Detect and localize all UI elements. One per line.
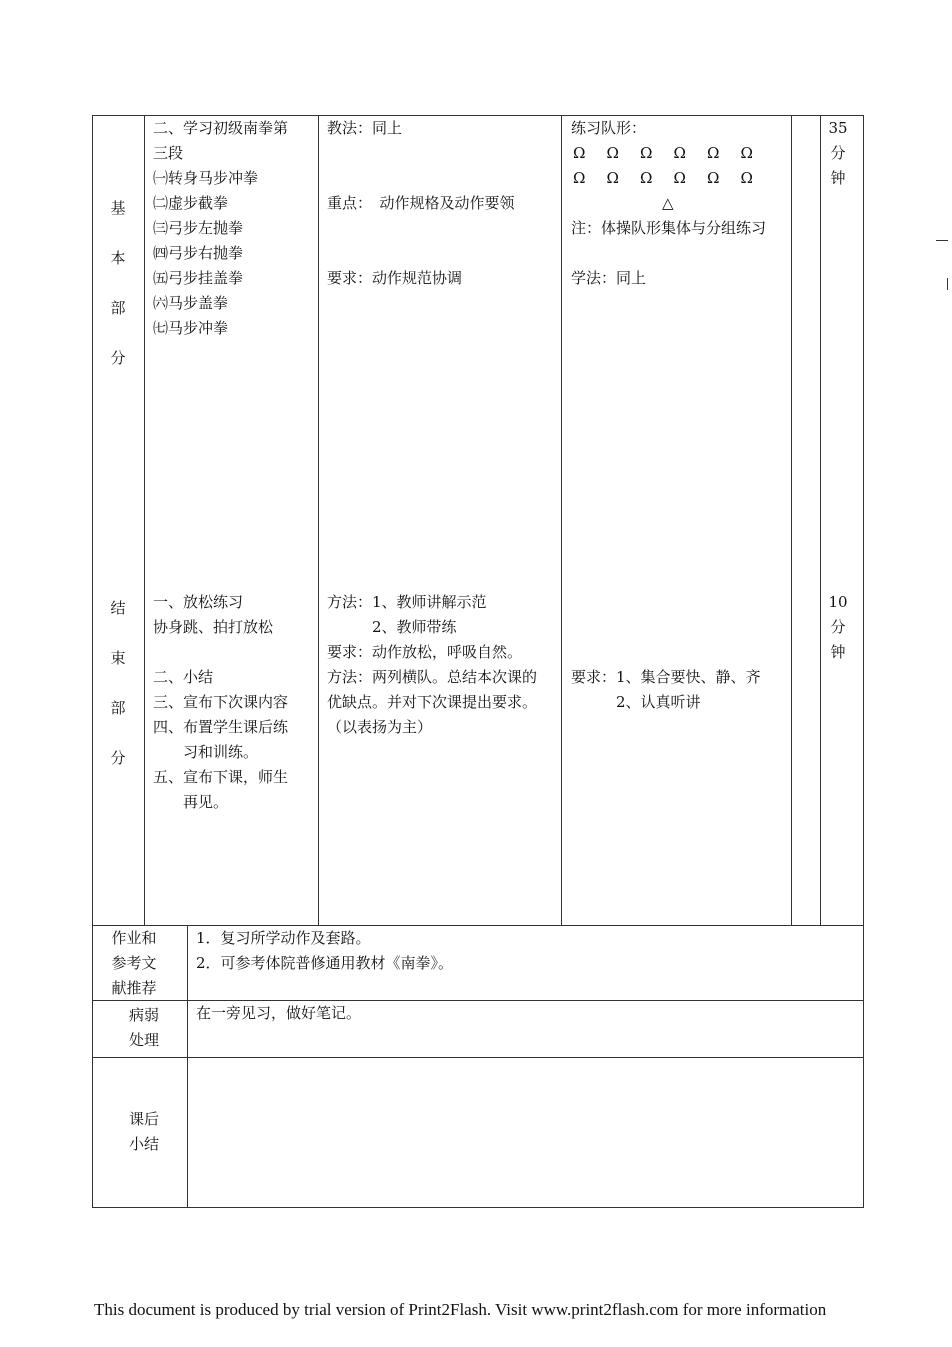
student-mark: Ω bbox=[740, 169, 753, 187]
student-mark: Ω bbox=[606, 144, 619, 162]
table-right-border bbox=[863, 115, 864, 1207]
end-time: 10 分 钟 bbox=[828, 593, 848, 661]
content-line: ㈥马步盖拳 bbox=[153, 294, 229, 312]
end-content-relax: 一、放松练习 协身跳、拍打放松 bbox=[153, 593, 274, 636]
student-mark: Ω bbox=[573, 169, 586, 187]
student-mark: Ω bbox=[573, 144, 586, 162]
main-requirement: 要求：动作规范协调 bbox=[327, 269, 463, 287]
student-mark: Ω bbox=[707, 144, 720, 162]
homework-item: 2．可参考体院普修通用教材《南拳》。 bbox=[196, 954, 454, 972]
student-mark: Ω bbox=[673, 169, 686, 187]
content-line: ㈡虚步截拳 bbox=[153, 194, 229, 212]
student-mark: Ω bbox=[640, 169, 653, 187]
end-section-label: 结 束 部 分 bbox=[110, 599, 126, 767]
teacher-mark: △ bbox=[662, 194, 674, 212]
study-method: 学法：同上 bbox=[571, 269, 647, 287]
summary-label: 课后 小结 bbox=[128, 1110, 159, 1153]
table-left-border bbox=[92, 115, 93, 1207]
content-line: ㈠转身马步冲拳 bbox=[153, 169, 259, 187]
sick-label: 病弱 处理 bbox=[128, 1006, 159, 1049]
main-key-point: 重点： 动作规格及动作要领 bbox=[327, 194, 515, 212]
formation-row-1 bbox=[573, 141, 774, 166]
end-teaching: 方法：1、教师讲解示范 2、教师带练 要求：动作放松，呼吸自然。 方法：两列横队。总结本次课的 优缺点。并对下次课提出要求。 （以表扬为主） bbox=[327, 593, 538, 736]
content-line: ㈤弓步挂盖拳 bbox=[153, 269, 244, 287]
student-mark: Ω bbox=[707, 169, 720, 187]
student-mark: Ω bbox=[640, 144, 653, 162]
divider-lower-label-col bbox=[187, 925, 188, 1207]
formation-label: 练习队形： bbox=[571, 119, 647, 137]
trial-watermark-footer: This document is produced by trial version of Print2Flash. Visit www.print2flash.com for more information bbox=[94, 1300, 827, 1319]
homework-item: 1．复习所学动作及套路。 bbox=[196, 929, 371, 947]
end-organization: 要求：1、集合要快、静、齐 2、认真听讲 bbox=[571, 668, 761, 711]
divider-teaching-col bbox=[561, 115, 562, 925]
student-mark: Ω bbox=[673, 144, 686, 162]
main-time: 35 分 钟 bbox=[828, 119, 848, 187]
divider-label-col bbox=[144, 115, 145, 925]
main-teaching-method: 教法：同上 bbox=[327, 119, 403, 137]
content-line: 二、学习初级南拳第 bbox=[153, 119, 289, 137]
end-content-summary: 二、小结 三、宣布下次课内容 四、布置学生课后练 习和训练。 五、宣布下课，师生 再见。 bbox=[153, 668, 289, 811]
table-bottom-border bbox=[92, 1207, 864, 1208]
content-line: ㈣弓步右抛拳 bbox=[153, 244, 244, 262]
divider-content-col bbox=[318, 115, 319, 925]
divider-summary-row bbox=[92, 1057, 864, 1058]
main-section-label: 基 本 部 分 bbox=[110, 199, 126, 367]
homework-label: 作业和 参考文 献推荐 bbox=[111, 929, 157, 997]
homework-items bbox=[196, 926, 453, 976]
student-mark: Ω bbox=[740, 144, 753, 162]
edge-mark bbox=[936, 240, 948, 241]
formation-note: 注：体操队形集体与分组练习 bbox=[571, 219, 767, 237]
sick-text: 在一旁见习，做好笔记。 bbox=[196, 1004, 362, 1022]
main-content bbox=[153, 116, 288, 341]
content-line: ㈦马步冲拳 bbox=[153, 319, 229, 337]
content-line: ㈢弓步左抛拳 bbox=[153, 219, 244, 237]
summary-content bbox=[190, 1060, 860, 1204]
edge-mark bbox=[947, 278, 948, 290]
formation-row-2 bbox=[573, 166, 774, 191]
divider-blank-col bbox=[820, 115, 821, 925]
content-line: 三段 bbox=[153, 144, 184, 162]
student-mark: Ω bbox=[606, 169, 619, 187]
divider-org-col bbox=[791, 115, 792, 925]
